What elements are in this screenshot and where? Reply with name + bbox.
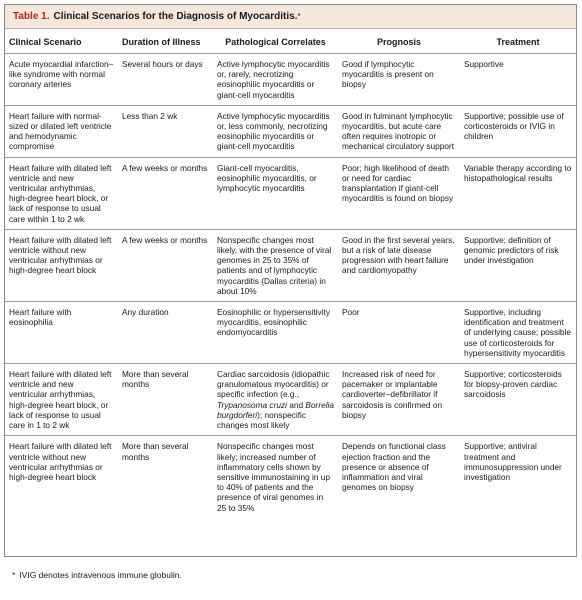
cell-clinical-scenario: Heart failure with dilated left ventricle and new ventricular arrhythmias, high-degree heart block, or lack of response to usual care within 1 to 2 wk [5, 157, 118, 229]
table-body [5, 54, 576, 518]
cell-clinical-scenario: Heart failure with dilated left ventricle without new ventricular arrhythmias or high-degree heart block [5, 229, 118, 301]
cell-treatment: Supportive; definition of genomic predictors of risk under investigation [460, 229, 576, 301]
table-footnote [12, 570, 182, 580]
cell-clinical-scenario: Heart failure with dilated left ventricle without new ventricular arrhythmias or high-degree heart block [5, 436, 118, 518]
cell-prognosis: Depends on functional class ejection fraction and the presence or absence of inflammation and viral genomes on biopsy [338, 436, 460, 518]
cell-prognosis: Poor [338, 302, 460, 364]
cell-duration: More than several months [118, 364, 213, 436]
table-row [5, 302, 576, 364]
table-title-bar: Table 1. Clinical Scenarios for the Diagnosis of Myocarditis. * [5, 5, 576, 29]
text-segment: ); nonspecific changes most likely [217, 409, 307, 431]
cell-duration: Less than 2 wk [118, 105, 213, 157]
cell-prognosis: Good if lymphocytic myocarditis is present on biopsy [338, 54, 460, 106]
cell-treatment: Supportive [460, 54, 576, 106]
table-row [5, 157, 576, 229]
cell-treatment: Variable therapy according to histopathological results [460, 157, 576, 229]
cell-clinical-scenario: Acute myocardial infarction–like syndrome with normal coronary arteries [5, 54, 118, 106]
cell-pathological-correlates: Nonspecific changes most likely, with the presence of viral genomes in 25 to 35% of patients and of lymphocytic myocarditis (Dallas criteria) in about 10% [213, 229, 338, 301]
cell-pathological-correlates: Giant-cell myocarditis, eosinophilic myocarditis, or lymphocytic myocarditis [213, 157, 338, 229]
table-title: Clinical Scenarios for the Diagnosis of Myocarditis. [53, 11, 298, 22]
cell-clinical-scenario: Heart failure with normal-sized or dilated left ventricle and hemodynamic compromise [5, 105, 118, 157]
cell-prognosis: Good in fulminant lymphocytic myocarditis, but acute care often requires inotropic or mechanical circulatory support [338, 105, 460, 157]
cell-pathological-correlates: Nonspecific changes most likely; increased number of inflammatory cells shown by sensitive immunostaining in up to 40% of patients and the presence of viral genomes in 25 to 35% [213, 436, 338, 518]
table-header-row [5, 29, 576, 54]
cell-pathological-correlates: Active lymphocytic myocarditis or, rarely, necrotizing eosinophilic myocarditis or giant-cell myocarditis [213, 54, 338, 106]
text-segment: and [286, 399, 306, 410]
cell-duration: More than several months [118, 436, 213, 518]
cell-treatment: Supportive; antiviral treatment and immunosuppression under investigation [460, 436, 576, 518]
cell-clinical-scenario: Heart failure with eosinophilia [5, 302, 118, 364]
text-segment: Cardiac sarcoidosis (idiopathic granulomatous myocarditis) or specific infection (e.g., [217, 369, 330, 400]
italic-organism-name: Trypanosoma cruzi [217, 399, 287, 410]
cell-duration: A few weeks or months [118, 157, 213, 229]
header-treatment: Treatment [460, 29, 576, 54]
cell-prognosis: Good in the first several years, but a risk of late disease progression with heart failure and cardiomyopathy [338, 229, 460, 301]
myocarditis-table [5, 29, 576, 518]
footnote-text: IVIG denotes intravenous immune globulin. [19, 570, 182, 580]
header-clinical-scenario: Clinical Scenario [5, 29, 118, 54]
table-row [5, 436, 576, 518]
header-pathological-correlates: Pathological Correlates [213, 29, 338, 54]
footnote-mark: * [12, 570, 16, 580]
header-prognosis: Prognosis [338, 29, 460, 54]
cell-pathological-correlates [213, 364, 338, 436]
header-duration: Duration of Illness [118, 29, 213, 54]
cell-pathological-correlates: Eosinophilic or hypersensitivity myocarditis, eosinophilic endomyocarditis [213, 302, 338, 364]
cell-duration: A few weeks or months [118, 229, 213, 301]
cell-treatment: Supportive, including identification and treatment of underlying cause; possible use of corticosteroids for hypersensitivity myocarditis [460, 302, 576, 364]
table-frame [4, 4, 577, 557]
cell-prognosis: Increased risk of need for pacemaker or implantable cardioverter–defibrillator if sarcoidosis is confirmed on biopsy [338, 364, 460, 436]
table-row [5, 364, 576, 436]
cell-prognosis: Poor; high likelihood of death or need for cardiac transplantation if giant-cell myocarditis is found on biopsy [338, 157, 460, 229]
cell-clinical-scenario: Heart failure with dilated left ventricle and new ventricular arrhythmias, high-degree heart block, or lack of response to usual care in 1 to 2 wk [5, 364, 118, 436]
table-number: Table 1. [13, 11, 50, 22]
cell-treatment: Supportive; corticosteroids for biopsy-proven cardiac sarcoidosis [460, 364, 576, 436]
cell-pathological-correlates: Active lymphocytic myocarditis or, less commonly, necrotizing eosinophilic myocarditis or giant-cell myocarditis [213, 105, 338, 157]
cell-treatment: Supportive; possible use of corticosteroids or IVIG in children [460, 105, 576, 157]
cell-duration: Several hours or days [118, 54, 213, 106]
italic-organism-name: Borrelia burgdorferi [217, 399, 334, 420]
table-row [5, 54, 576, 106]
cell-duration: Any duration [118, 302, 213, 364]
table-row [5, 229, 576, 301]
table-row [5, 105, 576, 157]
